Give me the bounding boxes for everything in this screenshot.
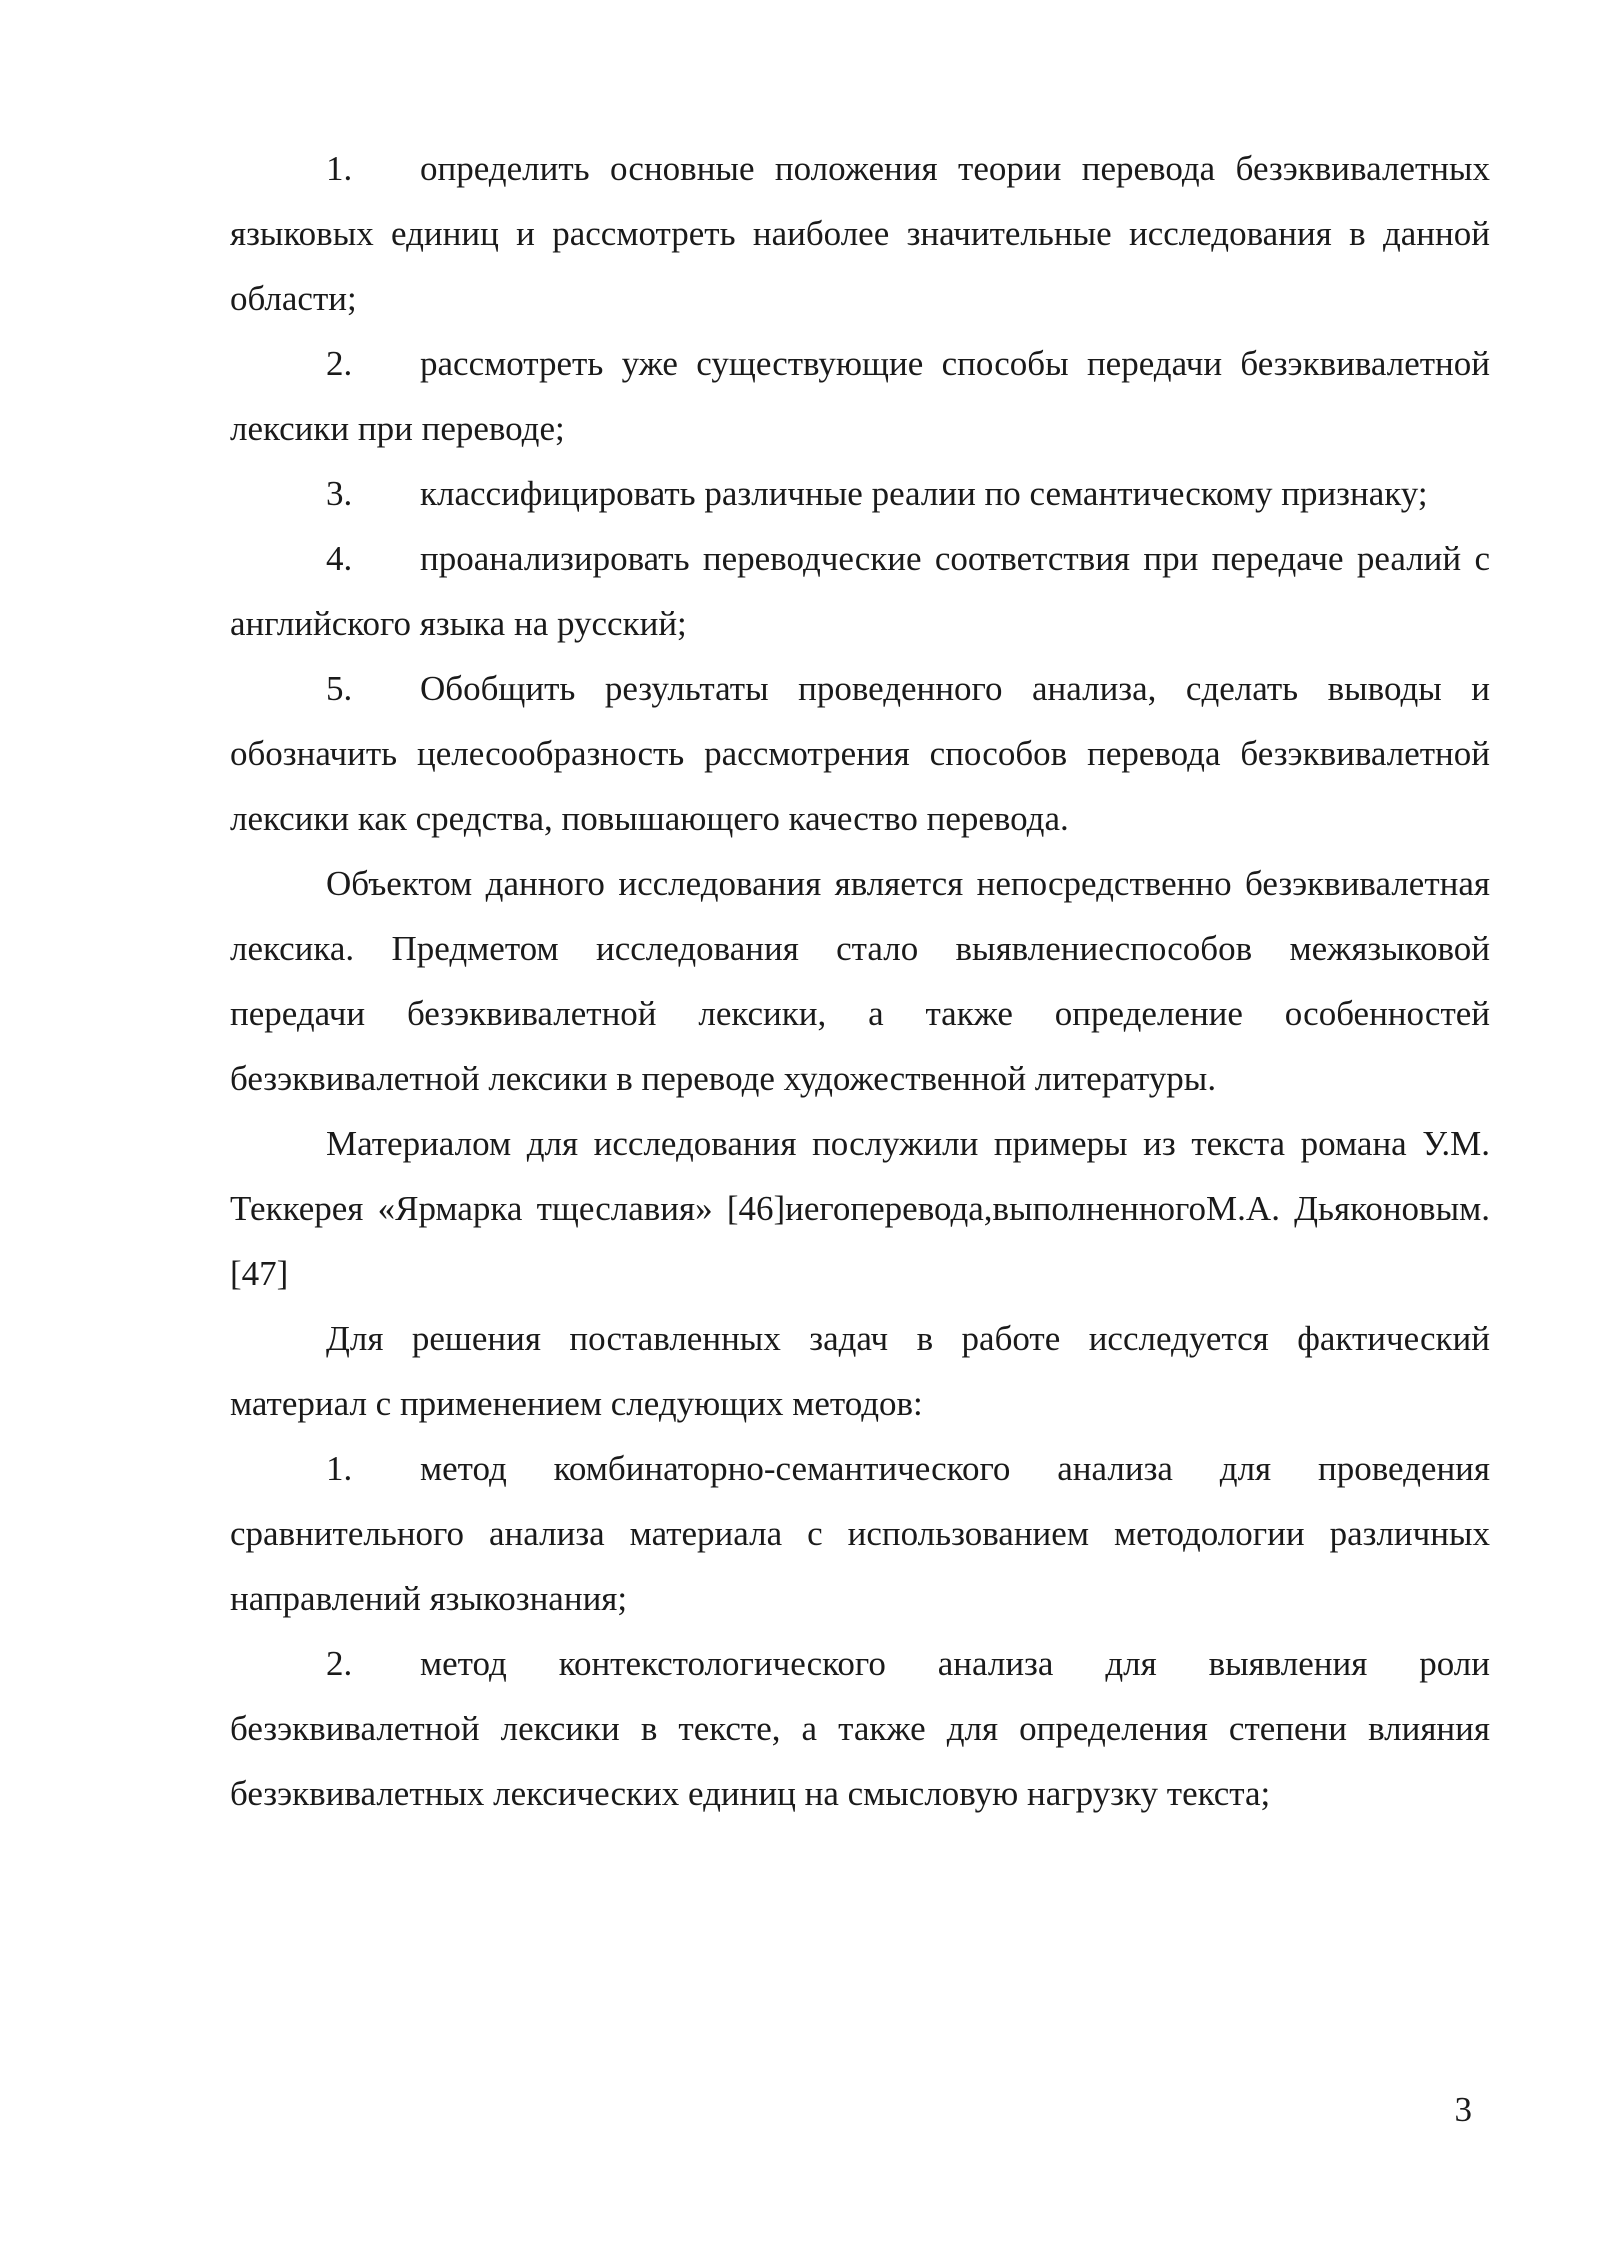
page-number: 3	[1454, 2090, 1472, 2129]
list-item-number: 5.	[326, 669, 353, 708]
list-item-text: проанализировать переводческие соответствия при передаче реалий с английского языка на русский;	[230, 539, 1490, 643]
list-item-number: 1.	[326, 1449, 353, 1488]
list-item-text: метод комбинаторно-семантического анализа для проведения сравнительного анализа материала с использованием методологии различных направлений языкознания;	[230, 1449, 1490, 1618]
list-item-text: рассмотреть уже существующие способы передачи безэквивалетной лексики при переводе;	[230, 344, 1490, 448]
list-item-text: классифицировать различные реалии по семантическому признаку;	[420, 474, 1428, 513]
list-item	[230, 136, 1490, 331]
list-item-text: определить основные положения теории перевода безэквивалетных языковых единиц и рассмотреть наиболее значительные исследования в данной области;	[230, 149, 1490, 318]
paragraph-methods-intro: Для решения поставленных задач в работе исследуется фактический материал с применением следующих методов:	[230, 1319, 1490, 1423]
list-item-number: 3.	[326, 474, 353, 513]
list-item	[230, 1436, 1490, 1631]
paragraph-object-subject: Объектом данного исследования является непосредственно безэквивалетная лексика. Предметом исследования стало выявлениеспособов межязыковой передачи безэквивалетной лексики, а также определение особенностей безэквивалетной лексики в переводе художественной литературы.	[230, 864, 1490, 1098]
body-text	[230, 136, 1490, 1826]
list-item	[230, 526, 1490, 656]
list-item	[230, 461, 1490, 526]
list-item	[230, 331, 1490, 461]
list-item-text: Обобщить результаты проведенного анализа, сделать выводы и обозначить целесообразность рассмотрения способов перевода безэквивалетной лексики как средства, повышающего качество перевода.	[230, 669, 1490, 838]
list-item-text: метод контекстологического анализа для выявления роли безэквивалетной лексики в тексте, а также для определения степени влияния безэквивалетных лексических единиц на смысловую нагрузку текста;	[230, 1644, 1490, 1813]
list-item-number: 4.	[326, 539, 353, 578]
list-item	[230, 656, 1490, 851]
list-item	[230, 1631, 1490, 1826]
list-item-number: 2.	[326, 344, 353, 383]
list-item-number: 2.	[326, 1644, 353, 1683]
list-item-number: 1.	[326, 149, 353, 188]
paragraph-material: Материалом для исследования послужили примеры из текста романа У.М. Теккерея «Ярмарка тщеславия» [46]иегоперевода,выполненногоМ.А. Дьяконовым. [47]	[230, 1124, 1490, 1293]
